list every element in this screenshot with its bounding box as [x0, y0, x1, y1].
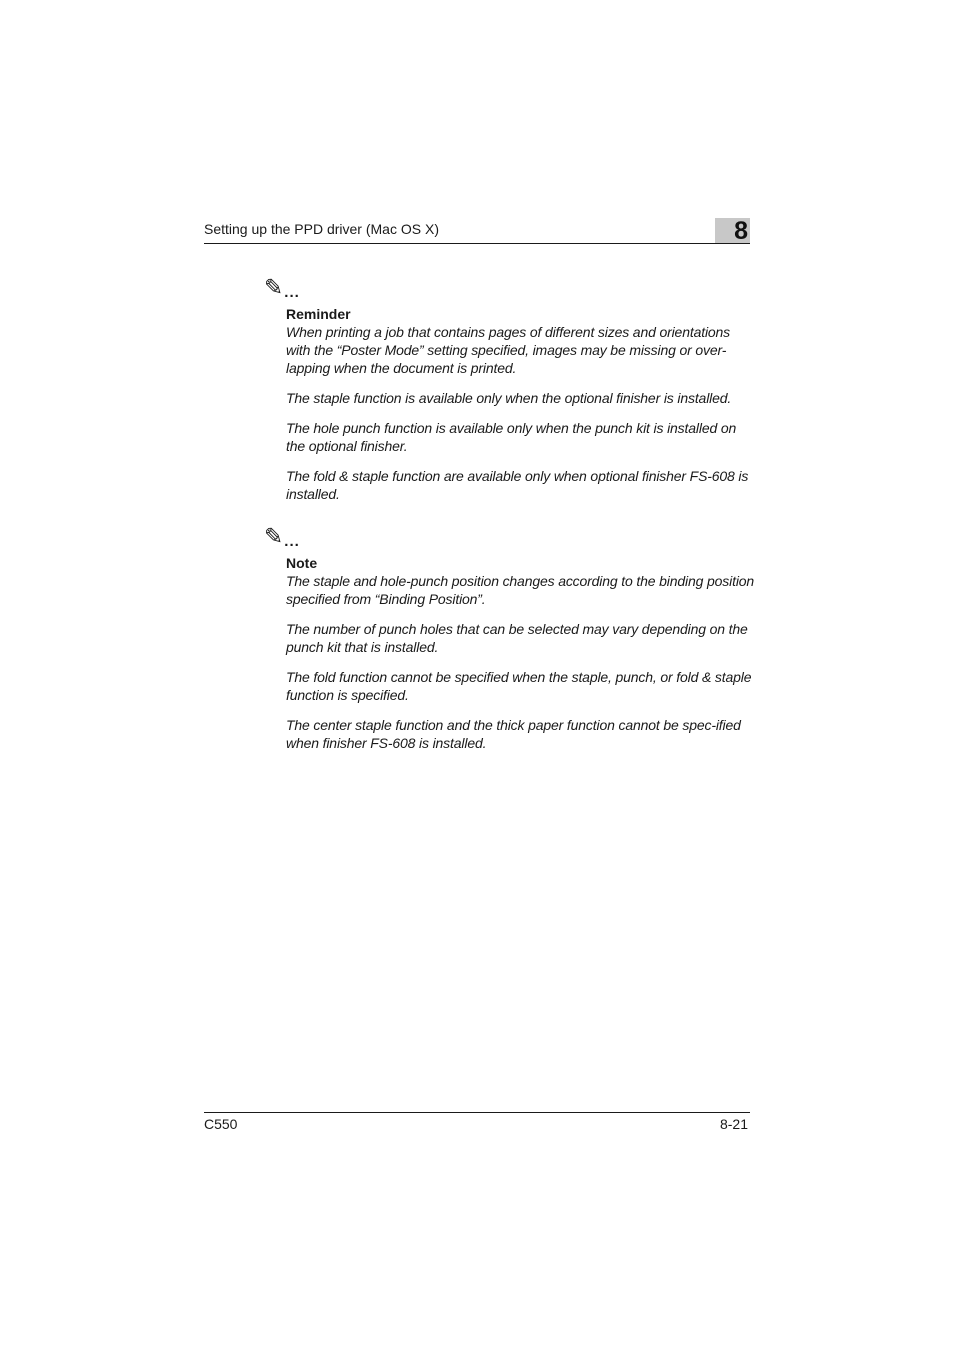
chapter-badge [715, 218, 750, 243]
page-header [204, 216, 750, 244]
list-item: The staple and hole-punch position changes according to the binding position specified from “Binding Position”. [286, 573, 755, 607]
list-item: When printing a job that contains pages of different sizes and orientations with the “Poster Mode” setting specified, images may be missing or over-lapping when the document is printed. [286, 324, 731, 376]
footer-page-number: 8-21 [719, 1116, 748, 1132]
list-item: The fold & staple function are available only when optional finisher FS-608 is installed. [286, 468, 749, 502]
header-title: Setting up the PPD driver (Mac OS X) [204, 221, 439, 237]
list-item: The hole punch function is available only when the punch kit is installed on the optional finisher. [286, 420, 737, 454]
ellipsis-icon: ... [284, 533, 300, 550]
note-icon-group [264, 525, 300, 549]
list-item: The fold function cannot be specified when the staple, punch, or fold & staple function is specified. [286, 669, 752, 703]
reminder-list [286, 323, 756, 515]
pencil-icon: ✎ [264, 524, 284, 550]
chapter-number: 8 [734, 217, 748, 245]
list-item: The center staple function and the thick paper function cannot be spec-ified when finisher FS-608 is installed. [286, 717, 741, 751]
note-heading: Note [286, 555, 318, 571]
footer-model: C550 [204, 1116, 238, 1132]
list-item: The staple function is available only when the optional finisher is installed. [286, 390, 732, 406]
reminder-heading: Reminder [286, 306, 351, 322]
page-footer [204, 1112, 750, 1132]
reminder-icon-group [264, 276, 300, 300]
list-item: The number of punch holes that can be selected may vary depending on the punch kit that is installed. [286, 621, 748, 655]
pencil-icon: ✎ [264, 275, 284, 301]
note-list [286, 572, 756, 764]
ellipsis-icon: ... [284, 284, 300, 301]
